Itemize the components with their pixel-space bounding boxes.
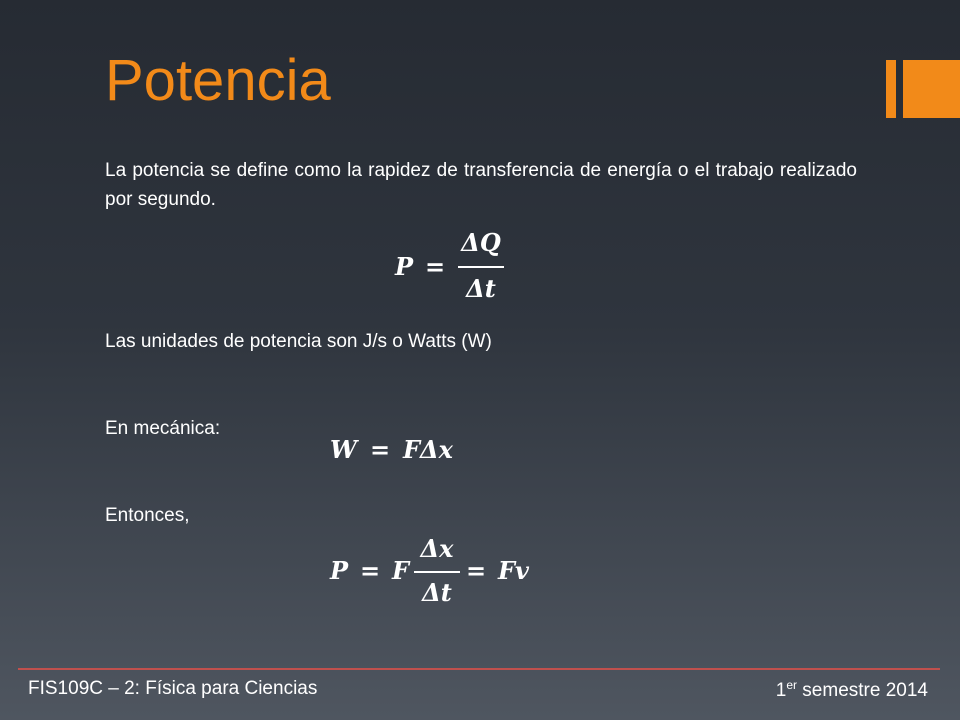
accent-bar-wide [903,60,960,118]
semester-text: semestre 2014 [797,680,928,701]
eq3-fraction [414,530,460,610]
eq2-lhs: W [330,435,357,464]
eq2-equals: = [370,435,391,464]
eq3-equals: = [360,556,381,585]
eq1-equals: = [425,252,446,281]
eq3-factor: F [392,556,410,585]
slide-title: Potencia [105,48,331,113]
semester-number: 1 [775,680,787,701]
footer-divider [18,668,940,670]
eq3-lhs: P [330,556,349,585]
then-label: Entonces, [105,505,190,526]
eq1-denominator: Δt [466,274,496,303]
eq1-fraction [458,224,504,304]
footer-semester [776,678,928,702]
eq2-rhs: FΔx [403,435,453,464]
eq1-fraction-bar [458,266,504,268]
mechanics-label: En mecánica: [105,418,221,439]
eq1-numerator: ΔQ [461,228,501,257]
eq3-equals-2: = [466,556,487,585]
eq3-rhs: Fv [498,556,529,585]
accent-bar-thin [886,60,896,118]
footer-course: FIS109C – 2: Física para Ciencias [28,678,318,699]
eq3-denominator: Δt [422,578,452,607]
semester-superscript: er [786,678,798,692]
eq3-numerator: Δx [420,534,454,563]
eq3-fraction-bar [414,571,460,573]
units-text: Las unidades de potencia son J/s o Watts (W) [105,331,492,352]
definition-text: La potencia se define como la rapidez de transferencia de energía o el trabajo realizado por segundo. [105,160,857,210]
eq1-lhs: P [395,252,414,281]
